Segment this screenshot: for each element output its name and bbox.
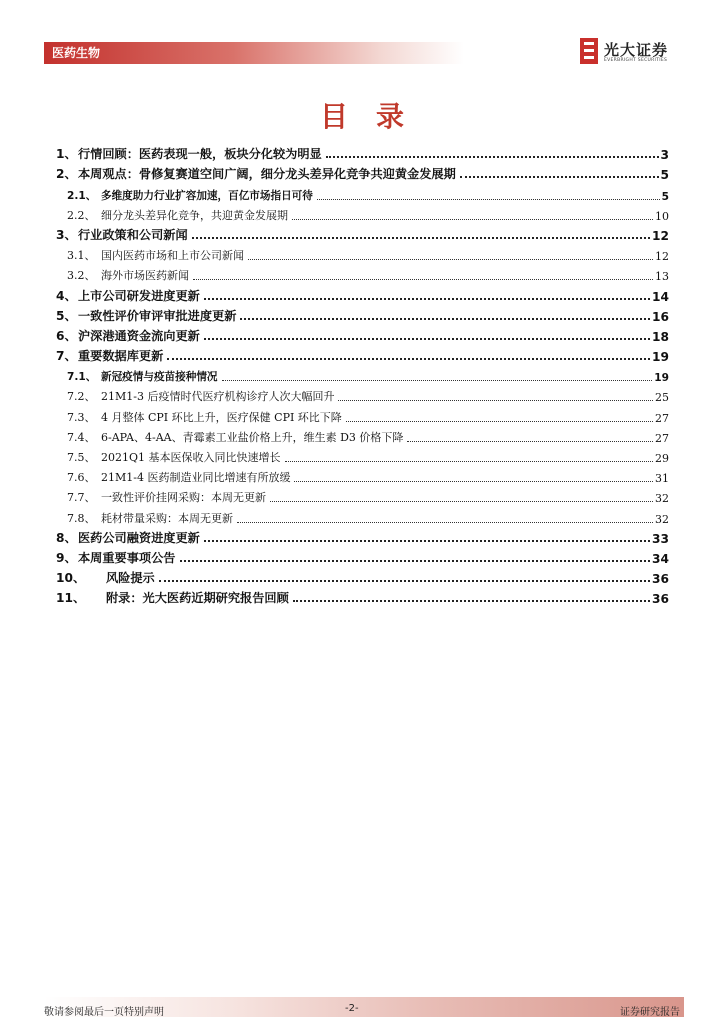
toc-entry-number: 3.2、 <box>67 269 96 283</box>
toc-entry-title: 本周重要事项公告 <box>78 550 176 565</box>
toc-leader-dots <box>167 358 650 360</box>
toc-entry-number: 7.2、 <box>67 390 96 404</box>
toc-entry-title: 国内医药市场和上市公司新闻 <box>101 249 244 263</box>
toc-entry-number: 7.3、 <box>67 410 96 424</box>
toc-entry-page: 13 <box>655 270 669 284</box>
toc-entry-number: 9、 <box>56 550 77 565</box>
toc-entry-title: 行情回顾：医药表现一般，板块分化较为明显 <box>78 147 322 162</box>
toc-leader-dots <box>222 380 653 381</box>
toc-entry[interactable] <box>56 223 669 243</box>
logo-text-cn: 光大证券 <box>604 41 669 59</box>
toc-entry-page: 16 <box>652 309 669 324</box>
toc-entry[interactable] <box>56 425 669 445</box>
page-title: 目录 <box>319 100 432 133</box>
toc-entry[interactable] <box>56 546 669 566</box>
toc-entry-title: 4 月整体 CPI 环比上升，医疗保健 CPI 环比下降 <box>101 410 342 424</box>
toc-leader-dots <box>285 461 653 462</box>
toc-entry-title: 沪深港通资金流向更新 <box>78 328 200 343</box>
toc-entry-number: 2.2、 <box>67 208 96 222</box>
toc-entry-page: 12 <box>652 228 669 243</box>
toc-entry-number: 2.1、 <box>67 189 97 202</box>
toc-entry-title: 重要数据库更新 <box>78 349 164 364</box>
footer-report-type: 证券研究报告 <box>620 1007 680 1018</box>
toc-entry-page: 36 <box>652 592 669 607</box>
toc-entry-page: 32 <box>655 492 669 506</box>
toc-leader-dots <box>407 441 653 442</box>
toc-entry-page: 25 <box>655 391 669 405</box>
toc-entry-page: 18 <box>652 329 669 344</box>
toc-entry-title: 2021Q1 基本医保收入同比快速增长 <box>101 451 281 464</box>
toc-entry-title: 本周观点：骨修复赛道空间广阔，细分龙头差异化竞争共迎黄金发展期 <box>78 167 456 182</box>
toc-entry-number: 6、 <box>56 328 77 343</box>
toc-entry[interactable] <box>56 263 669 283</box>
toc-leader-dots <box>338 400 653 401</box>
toc-entry-number: 7.1、 <box>67 371 97 384</box>
toc-entry-title: 21M1-4 医药制造业同比增速有所放缓 <box>101 471 291 485</box>
toc-entry-page: 36 <box>652 572 669 587</box>
toc-leader-dots <box>180 560 651 562</box>
toc-entry-number: 2、 <box>56 167 77 182</box>
toc-entry-number: 7、 <box>56 349 77 364</box>
toc-leader-dots <box>204 298 650 300</box>
toc-entry-number: 7.4、 <box>67 430 96 444</box>
footer-page-number: -2- <box>345 1003 359 1014</box>
toc-entry[interactable] <box>56 142 669 162</box>
section-label: 医药生物 <box>52 46 101 60</box>
toc-entry[interactable] <box>56 384 669 404</box>
toc-leader-dots <box>326 156 659 158</box>
toc-entry-title: 附录：光大医药近期研究报告回顾 <box>106 591 289 606</box>
toc-entry-page: 3 <box>660 148 669 163</box>
toc-entry-page: 12 <box>655 250 669 264</box>
toc-entry-page: 27 <box>655 411 669 425</box>
toc-entry-number: 3、 <box>56 227 77 242</box>
toc-leader-dots <box>248 259 653 260</box>
toc-entry-title: 行业政策和公司新闻 <box>78 227 188 242</box>
toc-leader-dots <box>192 237 650 239</box>
toc-entry-title: 6-APA、4-AA、青霉素工业盐价格上升，维生素 D3 价格下降 <box>101 430 404 444</box>
toc-entry-page: 5 <box>660 168 669 183</box>
toc-entry[interactable] <box>56 203 669 223</box>
everbright-logo-icon <box>580 38 598 64</box>
toc-entry-page: 31 <box>655 472 669 486</box>
toc-entry-number: 1、 <box>56 147 77 162</box>
toc-entry[interactable] <box>56 324 669 344</box>
toc-leader-dots <box>460 176 659 178</box>
header-band <box>44 42 464 64</box>
toc-leader-dots <box>346 421 653 422</box>
toc-entry-title: 细分龙头差异化竞争，共迎黄金发展期 <box>101 208 288 222</box>
toc-entry[interactable] <box>56 586 669 606</box>
toc-entry-page: 10 <box>655 209 669 223</box>
toc-entry-page: 5 <box>661 190 669 203</box>
toc-leader-dots <box>237 522 653 523</box>
toc-entry[interactable] <box>56 465 669 485</box>
toc-entry-title: 上市公司研发进度更新 <box>78 288 200 303</box>
toc-entry-title: 多维度助力行业扩容加速，百亿市场指日可待 <box>101 189 313 202</box>
toc-entry-page: 19 <box>654 372 669 385</box>
toc-entry[interactable] <box>56 404 669 424</box>
toc-leader-dots <box>294 481 653 482</box>
toc-entry[interactable] <box>56 182 669 202</box>
toc-entry-number: 7.5、 <box>67 451 96 464</box>
toc-entry-page: 34 <box>652 551 669 566</box>
table-of-contents <box>56 142 669 606</box>
toc-entry[interactable] <box>56 283 669 303</box>
toc-entry-number: 3.1、 <box>67 249 96 263</box>
toc-entry-title: 医药公司融资进度更新 <box>78 530 200 545</box>
toc-entry-title: 风险提示 <box>106 571 155 586</box>
logo-text-en: EVERBRIGHT SECURITIES <box>604 58 668 63</box>
toc-entry-title: 新冠疫情与疫苗接种情况 <box>101 371 218 384</box>
toc-entry[interactable] <box>56 445 669 465</box>
toc-entry[interactable] <box>56 364 669 384</box>
toc-entry-page: 33 <box>652 531 669 546</box>
toc-entry-number: 7.7、 <box>67 491 96 505</box>
toc-entry[interactable] <box>56 304 669 324</box>
toc-leader-dots <box>240 318 650 320</box>
toc-entry[interactable] <box>56 566 669 586</box>
toc-entry-page: 29 <box>655 452 669 465</box>
toc-leader-dots <box>204 338 650 340</box>
toc-entry[interactable] <box>56 162 669 182</box>
toc-leader-dots <box>204 540 650 542</box>
toc-entry[interactable] <box>56 243 669 263</box>
toc-leader-dots <box>317 199 660 200</box>
toc-entry-page: 27 <box>655 431 669 445</box>
toc-entry-page: 32 <box>655 512 669 526</box>
toc-leader-dots <box>193 279 653 280</box>
toc-leader-dots <box>270 501 653 502</box>
toc-entry-title: 一致性评价审评审批进度更新 <box>78 308 237 323</box>
toc-entry-page: 19 <box>652 350 669 365</box>
toc-entry[interactable] <box>56 505 669 525</box>
toc-entry[interactable] <box>56 485 669 505</box>
toc-entry-title: 耗材带量采购：本周无更新 <box>101 511 233 525</box>
toc-entry-number: 7.8、 <box>67 511 96 525</box>
toc-leader-dots <box>292 219 653 220</box>
toc-entry-title: 一致性评价挂网采购：本周无更新 <box>101 491 266 505</box>
toc-entry[interactable] <box>56 526 669 546</box>
toc-entry-number: 4、 <box>56 288 77 303</box>
toc-entry-number: 8、 <box>56 530 77 545</box>
toc-entry[interactable] <box>56 344 669 364</box>
toc-entry-title: 21M1-3 后疫情时代医疗机构诊疗人次大幅回升 <box>101 390 335 404</box>
toc-leader-dots <box>293 600 650 602</box>
toc-entry-number: 7.6、 <box>67 471 96 485</box>
toc-entry-number: 5、 <box>56 308 77 323</box>
toc-entry-title: 海外市场医药新闻 <box>101 269 189 283</box>
toc-entry-number: 11、 <box>56 591 86 606</box>
toc-entry-number: 10、 <box>56 571 86 586</box>
footer-disclaimer: 敬请参阅最后一页特别声明 <box>44 1007 164 1018</box>
company-logo <box>580 38 695 68</box>
toc-entry-page: 14 <box>652 289 669 304</box>
toc-leader-dots <box>159 580 650 582</box>
